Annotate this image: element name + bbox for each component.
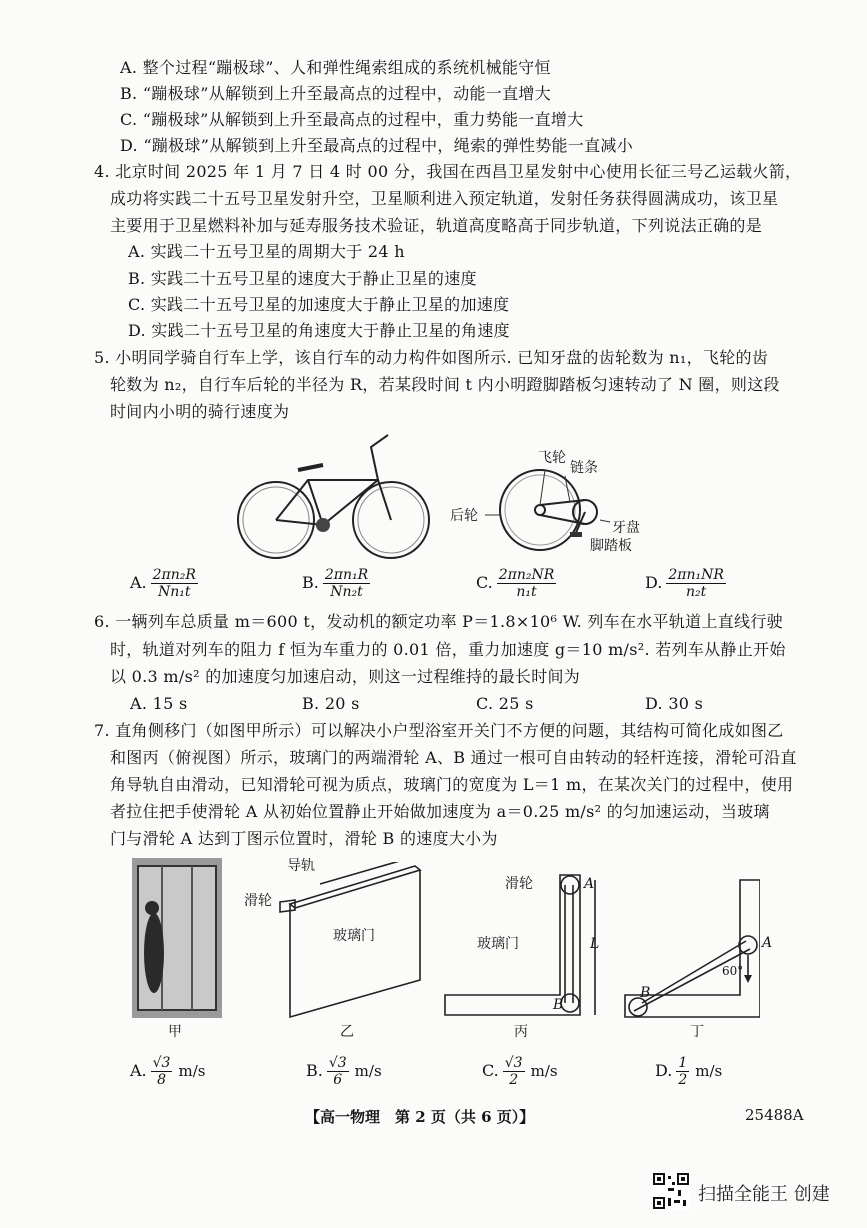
label-angle: 60° — [722, 964, 744, 978]
label-a-top: A — [584, 876, 595, 892]
q4-option-a: A. 实践二十五号卫星的周期大于 24 h — [128, 242, 405, 261]
bicycle-figure — [228, 425, 438, 565]
final-position-figure — [620, 875, 760, 1025]
q6-option-a: A. 15 s — [130, 694, 188, 713]
q7-stem-2: 和图丙（俯视图）所示，玻璃门的两端滑轮 A、B 通过一根可自由转动的轻杆连接，滑轮可沿直 — [110, 748, 797, 767]
q7-stem-1: 7. 直角侧移门（如图甲所示）可以解决小户型浴室开关门不方便的问题，其结构可简化成如图乙 — [94, 721, 784, 740]
scanner-watermark: 扫描全能王 创建 — [698, 1184, 830, 1205]
paper-code: 25488A — [745, 1106, 804, 1124]
q4-stem-2: 成功将实践二十五号卫星发射升空，卫星顺利进入预定轨道，发射任务获得圆满成功，该卫星 — [110, 189, 779, 208]
q5-stem-3: 时间内小明的骑行速度为 — [110, 402, 290, 421]
label-chainring: 牙盘 — [612, 520, 640, 536]
page-footer: 【高一物理 第 2 页（共 6 页）】 — [305, 1108, 535, 1126]
q5-stem-1: 5. 小明同学骑自行车上学，该自行车的动力构件如图所示. 已知牙盘的齿轮数为 n₁，飞轮的齿 — [94, 348, 769, 367]
q3-option-b: B. “蹦极球”从解锁到上升至最高点的过程中，动能一直增大 — [120, 84, 551, 103]
top-view-figure — [440, 870, 610, 1020]
q6-option-b: B. 20 s — [302, 694, 360, 713]
q4-option-d: D. 实践二十五号卫星的角速度大于静止卫星的角速度 — [128, 321, 510, 340]
q4-stem-1: 4. 北京时间 2025 年 1 月 7 日 4 时 00 分，我国在西昌卫星发射中心使用长征三号乙运载火箭， — [94, 162, 802, 181]
label-l: L — [590, 936, 600, 952]
q5-option-a: A. $\frac{\text{2πn₂R}}{\text{Nn₁t}}$ — [130, 567, 196, 600]
label-b-final: B — [640, 985, 651, 1001]
label-guide-rail: 导轨 — [287, 858, 315, 874]
q4-option-b: B. 实践二十五号卫星的速度大于静止卫星的速度 — [128, 269, 477, 288]
label-flywheel: 飞轮 — [538, 450, 566, 466]
q5-option-c: C. $\frac{\text{2πn₂NR}}{\text{n₁t}}$ — [476, 567, 555, 600]
label-rear-wheel: 后轮 — [450, 508, 478, 524]
label-glass-door: 玻璃门 — [333, 928, 375, 944]
label-pedal: 脚踏板 — [590, 538, 632, 554]
q3-option-c: C. “蹦极球”从解锁到上升至最高点的过程中，重力势能一直增大 — [120, 110, 584, 129]
q7-option-a: A. $\frac{√3}{8}$ m/s — [130, 1055, 206, 1088]
q5-option-b: B. $\frac{\text{2πn₁R}}{\text{Nn₂t}}$ — [302, 567, 369, 600]
label-b-top: B — [553, 997, 564, 1013]
caption-ding: 丁 — [690, 1024, 704, 1040]
q7-option-c: C. $\frac{√3}{2}$ m/s — [482, 1055, 558, 1088]
q4-option-c: C. 实践二十五号卫星的加速度大于静止卫星的加速度 — [128, 295, 510, 314]
q5-stem-2: 轮数为 n₂，自行车后轮的半径为 R，若某段时间 t 内小明蹬脚踏板匀速转动了 N 圈，则这段 — [110, 375, 780, 394]
q7-option-b: B. $\frac{√3}{6}$ m/s — [306, 1055, 382, 1088]
q3-option-d: D. “蹦极球”从解锁到上升至最高点的过程中，绳索的弹性势能一直减小 — [120, 136, 633, 155]
q5-option-d: D. $\frac{\text{2πn₁NR}}{\text{n₂t}}$ — [645, 567, 724, 600]
label-a-final: A — [762, 935, 773, 951]
caption-yi: 乙 — [340, 1024, 354, 1040]
q7-stem-5: 门与滑轮 A 达到丁图示位置时，滑轮 B 的速度大小为 — [110, 829, 498, 848]
shower-photo-figure — [132, 858, 222, 1018]
q7-option-d: D. $\frac{1}{2}$ m/s — [655, 1055, 723, 1088]
q6-stem-1: 6. 一辆列车总质量 m＝600 t，发动机的额定功率 P＝1.8×10⁶ W. 列车在水平轨道上直线行驶 — [94, 612, 783, 631]
q6-option-c: C. 25 s — [476, 694, 534, 713]
qr-code-icon — [652, 1172, 690, 1210]
label-pulley-top: 滑轮 — [505, 876, 533, 892]
q6-option-d: D. 30 s — [645, 694, 704, 713]
caption-jia: 甲 — [168, 1024, 182, 1040]
label-pulley: 滑轮 — [244, 893, 272, 909]
q6-stem-3: 以 0.3 m/s² 的加速度匀加速启动，则这一过程维持的最长时间为 — [110, 667, 581, 686]
label-glass-door-top: 玻璃门 — [477, 936, 519, 952]
label-chain: 链条 — [570, 460, 598, 476]
q7-stem-3: 角导轨自由滑动，已知滑轮可视为质点，玻璃门的宽度为 L＝1 m，在某次关门的过程中，使用 — [110, 775, 794, 794]
q4-stem-3: 主要用于卫星燃料补加与延寿服务技术验证，轨道高度略高于同步轨道，下列说法正确的是 — [110, 216, 763, 235]
q3-option-a: A. 整个过程“蹦极球”、人和弹性绳索组成的系统机械能守恒 — [120, 58, 551, 77]
q6-stem-2: 时，轨道对列车的阻力 f 恒为车重力的 0.01 倍，重力加速度 g＝10 m/s². 若列车从静止开始 — [110, 640, 786, 659]
caption-bing: 丙 — [514, 1024, 528, 1040]
q7-stem-4: 者拉住把手使滑轮 A 从初始位置静止开始做加速度为 a＝0.25 m/s² 的匀加速运动，当玻璃 — [110, 802, 770, 821]
